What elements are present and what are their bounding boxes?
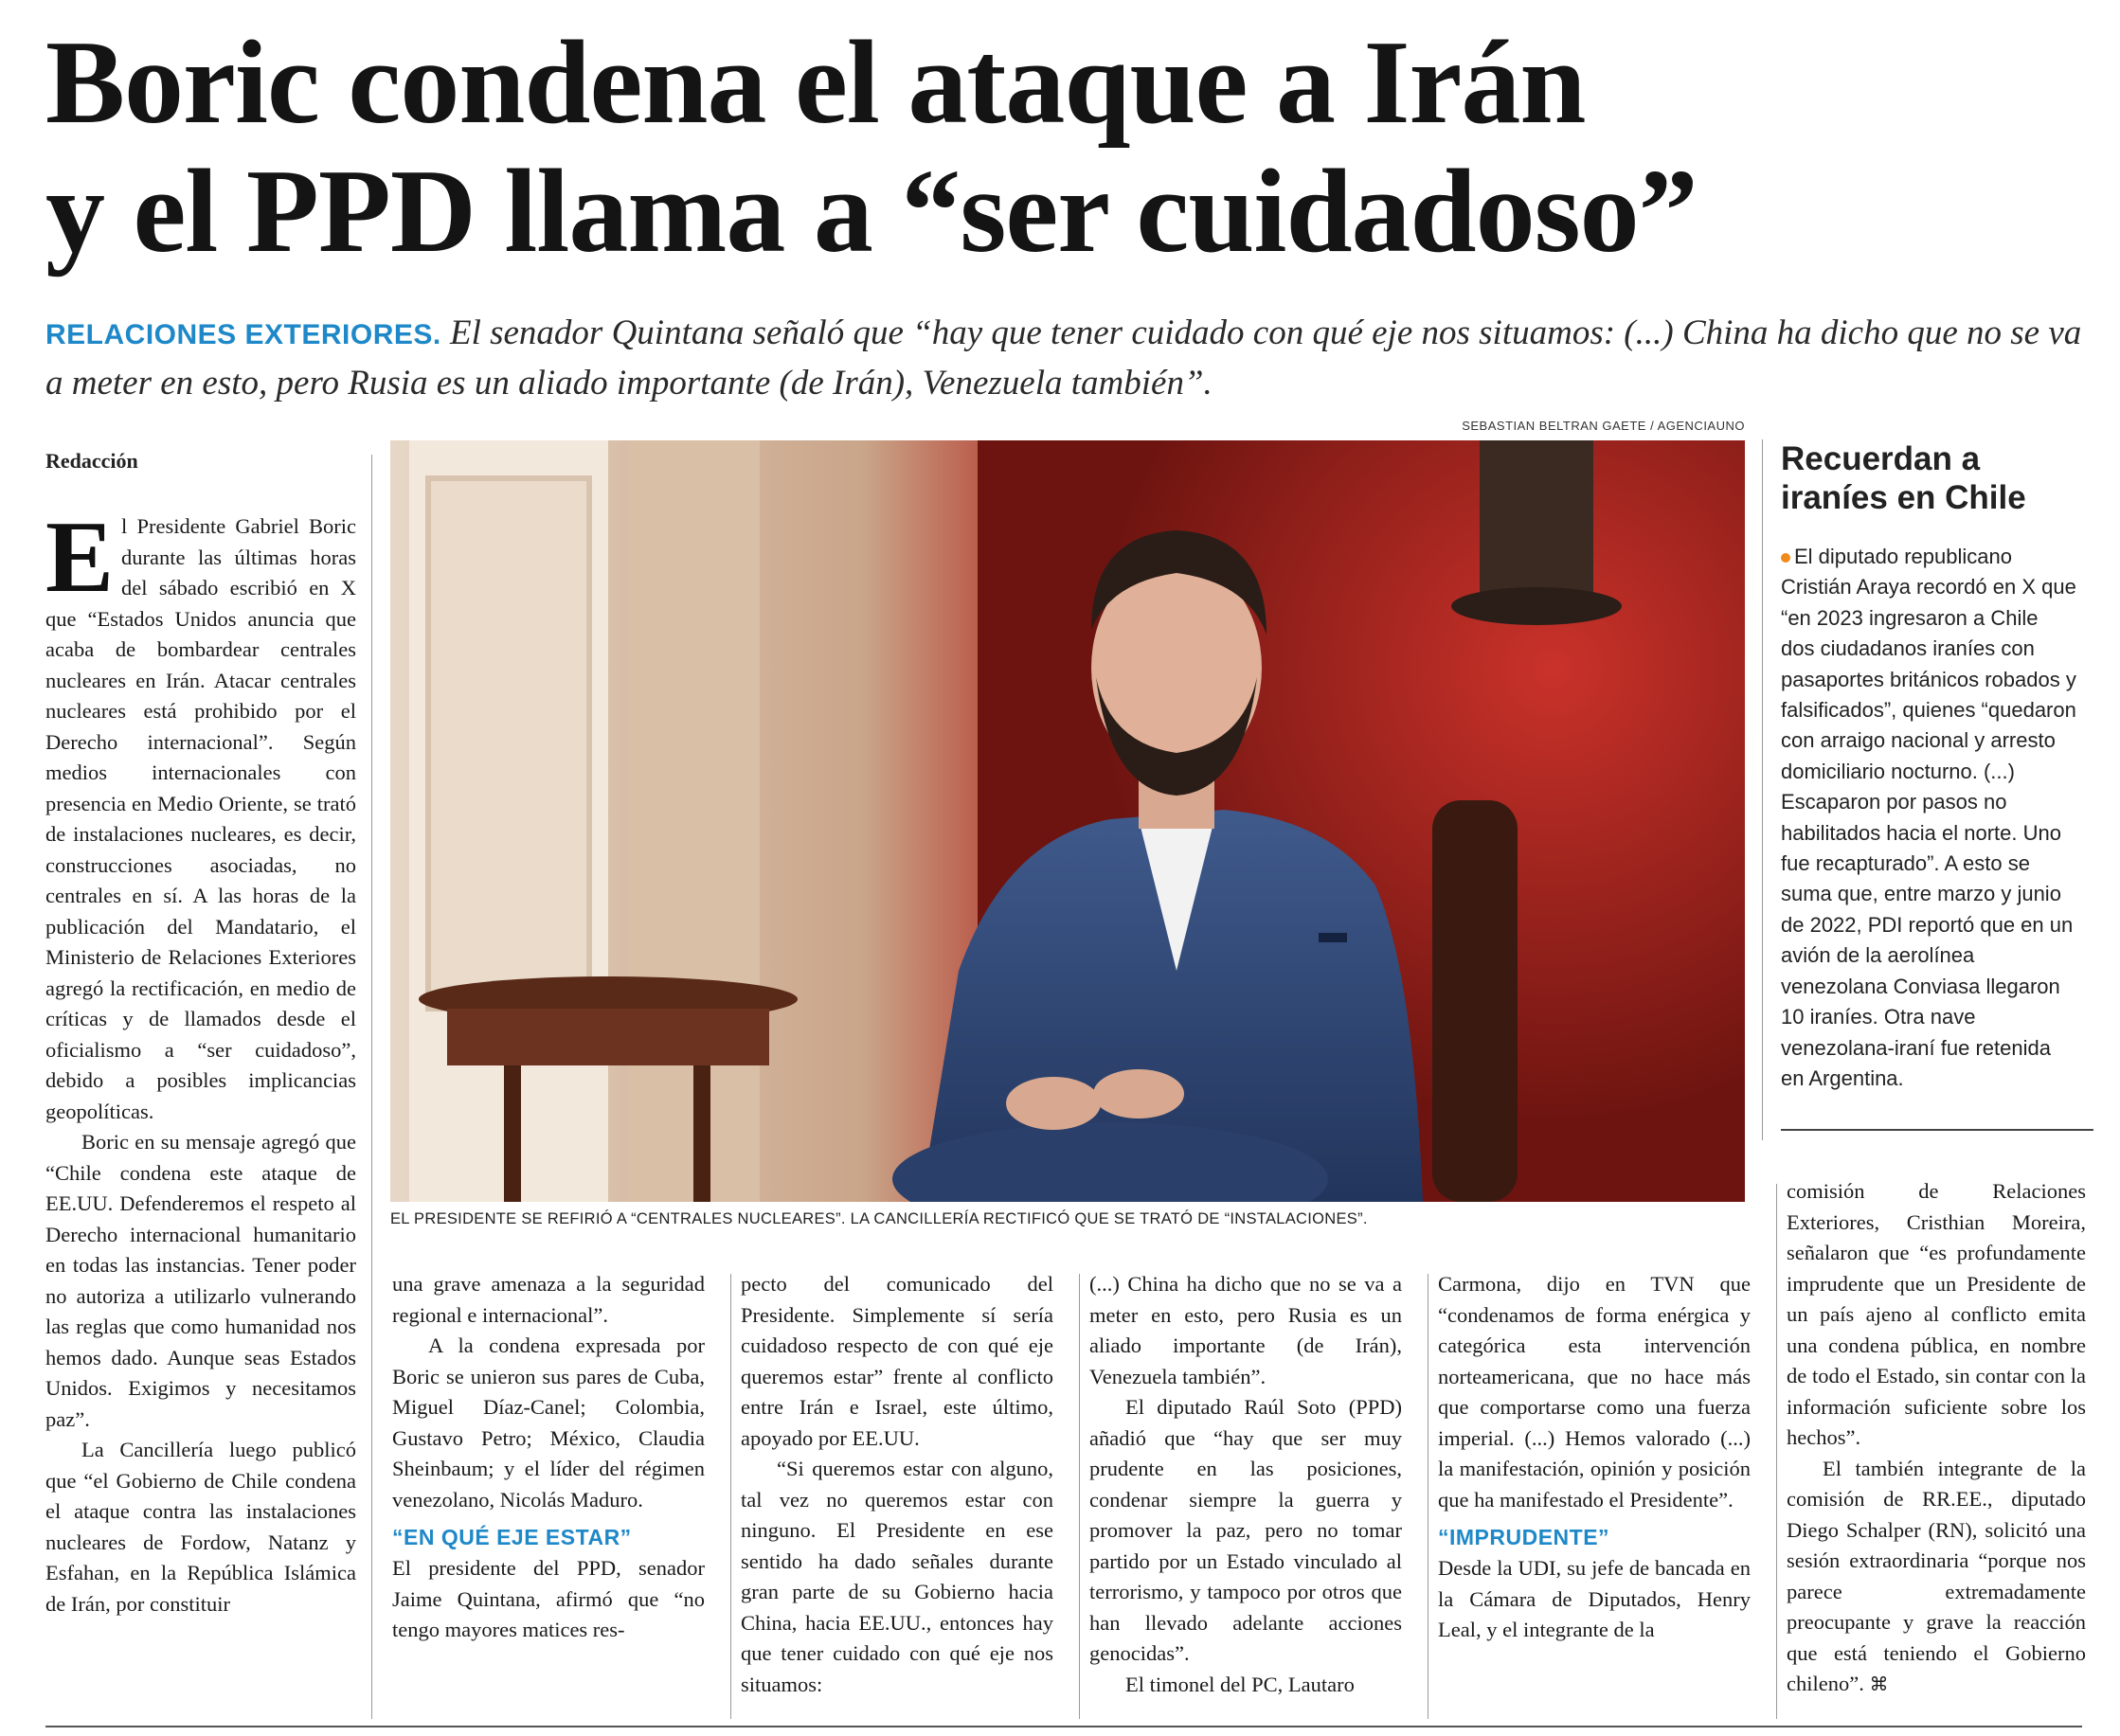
subhead-imprudente: “IMPRUDENTE” [1438,1525,1610,1549]
headline-line-2: y el PPD llama a “ser cuidadoso” [45,146,1698,277]
column-4 [1089,1269,1402,1700]
column-rule [1776,1184,1777,1719]
sidebar-title: Recuerdan a iraníes en Chile [1781,440,2026,516]
column-5 [1438,1269,1751,1646]
subhead-eje: “EN QUÉ EJE ESTAR” [392,1525,632,1549]
column-rule [730,1274,731,1719]
paragraph: El timonel del PC, Lautaro [1125,1672,1355,1696]
column-rule [371,455,372,1719]
headline-line-1: Boric condena el ataque a Irán [45,17,1586,149]
photo-illustration [390,440,1745,1202]
paragraph: El también integrante de la comisión de RR.EE., diputado Diego Schalper (RN), solicitó una sesión extraordinaria “porque nos parece extremadamente preocupante y grave la reacción que está teniendo el Gobierno chileno”. ⌘ [1787,1456,2086,1695]
deck-kicker: RELACIONES EXTERIORES. [45,319,441,350]
photo-caption: EL PRESIDENTE SE REFIRIÓ A “CENTRALES NUCLEARES”. LA CANCILLERÍA RECTIFICÓ QUE SE TRATÓ DE “INSTALACIONES”. [390,1210,1368,1227]
column-1 [45,501,356,1620]
sidebar-rule [1781,1129,2093,1131]
paragraph: El Presidente Gabriel Boric durante las últimas horas del sábado escribió en X que “Estados Unidos anuncia que acaba de bombardear centrales nucleares en Irán. Atacar centrales nucleares está prohibido por el Derecho internacional”. Según medios internacionales con presencia en Medio Oriente, se trató de instalaciones nucleares, es decir, construcciones asociadas, no centrales en sí. A las horas de la publicación del Mandatario, el Ministerio de Relaciones Exteriores agregó la rectificación, en medio de críticas y de llamados desde el oficialismo a “ser cuidadoso”, debido a posibles implicancias geopolíticas. [45,501,356,1123]
column-rule [1079,1274,1080,1719]
paragraph: una grave amenaza a la seguridad regional e internacional”. [392,1272,705,1327]
paragraph: Boric en su mensaje agregó que “Chile condena este ataque de EE.UU. Defenderemos el respeto al Derecho internacional humanitario en todas las instancias. Tener poder no autoriza a utilizarlo vulnerando las reglas que como humanidad nos hemos dado. Aunque seas Estados Unidos. Exigimos y necesitamos paz”. [45,1130,356,1431]
paragraph: El diputado Raúl Soto (PPD) añadió que “hay que ser muy prudente en las posiciones, condenar siempre la guerra y promover la paz, pero no tomar partido por un Estado vinculado al terrorismo, y tampoco por otros que han llevado adelante acciones genocidas”. [1089,1395,1402,1665]
paragraph: Desde la UDI, su jefe de bancada en la Cámara de Diputados, Henry Leal, y el integrante de la [1438,1556,1751,1641]
paragraph: A la condena expresada por Boric se unieron sus pares de Cuba, Miguel Díaz-Canel; Colombia, Gustavo Petro; México, Claudia Sheinbaum; y el líder del régimen venezolano, Nicolás Maduro. [392,1333,705,1512]
byline: Redacción [45,449,138,473]
headline [45,19,2082,277]
bullet-dot-icon [1781,553,1790,563]
bottom-rule [45,1726,2082,1727]
column-2 [392,1269,705,1646]
paragraph: comisión de Relaciones Exteriores, Cristhian Moreira, señalaron que “es profundamente imprudente que un Presidente de un país ajeno al conflicto emita una condena pública, en nombre de todo el Estado, sin contar con la información suficiente sobre los hechos”. [1787,1179,2086,1449]
column-6 [1787,1176,2086,1701]
drop-cap: E [45,501,115,614]
main-photo [390,440,1745,1202]
sidebar-text: El diputado republicano Cristián Araya recordó en X que “en 2023 ingresaron a Chile dos ciudadanos iraníes con pasaportes británicos robados y falsificados”, quienes “quedaron con arraigo nacional y arresto domiciliario nocturno. (...) Escaparon por pasos no habilitados hacia el norte. Uno fue recapturado”. A esto se suma que, entre marzo y junio de 2022, PDI reportó que en un avión de la aerolínea venezolana Conviasa llegaron 10 iraníes. Otra nave venezolana-iraní fue retenida en Argentina. [1781,545,2076,1090]
deck-text: El senador Quintana señaló que “hay que tener cuidado con qué eje nos situamos: (...) China ha dicho que no se va a meter en esto, pero Rusia es un aliado importante (de Irán), Venezuela también”. [45,313,2082,403]
paragraph: pecto del comunicado del Presidente. Simplemente sí sería cuidadoso respecto de con qué eje queremos estar” frente al conflicto entre Irán e Israel, este último, apoyado por EE.UU. [741,1272,1053,1450]
photo-credit: SEBASTIAN BELTRAN GAETE / AGENCIAUNO [1462,419,1745,433]
paragraph: El presidente del PPD, senador Jaime Quintana, afirmó que “no tengo mayores matices res- [392,1556,705,1641]
paragraph: (...) China ha dicho que no se va a meter en esto, pero Rusia es un aliado importante (de Irán), Venezuela también”. [1089,1272,1402,1388]
paragraph: “Si queremos estar con alguno, tal vez no queremos estar con ninguno. El Presidente en ese sentido ha dado señales durante gran parte de su Gobierno hacia China, hacia EE.UU., entonces hay que tener cuidado con qué eje nos situamos: [741,1457,1053,1696]
column-3 [741,1269,1053,1700]
column-rule [1762,439,1763,1140]
paragraph: Carmona, dijo en TVN que “condenamos de forma enérgica y categórica esta intervención norteamericana, que no hace más que comportarse como una fuerza imperial. (...) Hemos valorado (...) la manifestación, opinión y posición que ha manifestado el Presidente”. [1438,1272,1751,1512]
deck [45,309,2082,407]
end-mark-icon: ⌘ [1869,1674,1889,1695]
paragraph: La Cancillería luego publicó que “el Gobierno de Chile condena el ataque contra las instalaciones nucleares de Fordow, Natanz y Esfahan, en la República Islámica de Irán, por constituir [45,1438,356,1616]
